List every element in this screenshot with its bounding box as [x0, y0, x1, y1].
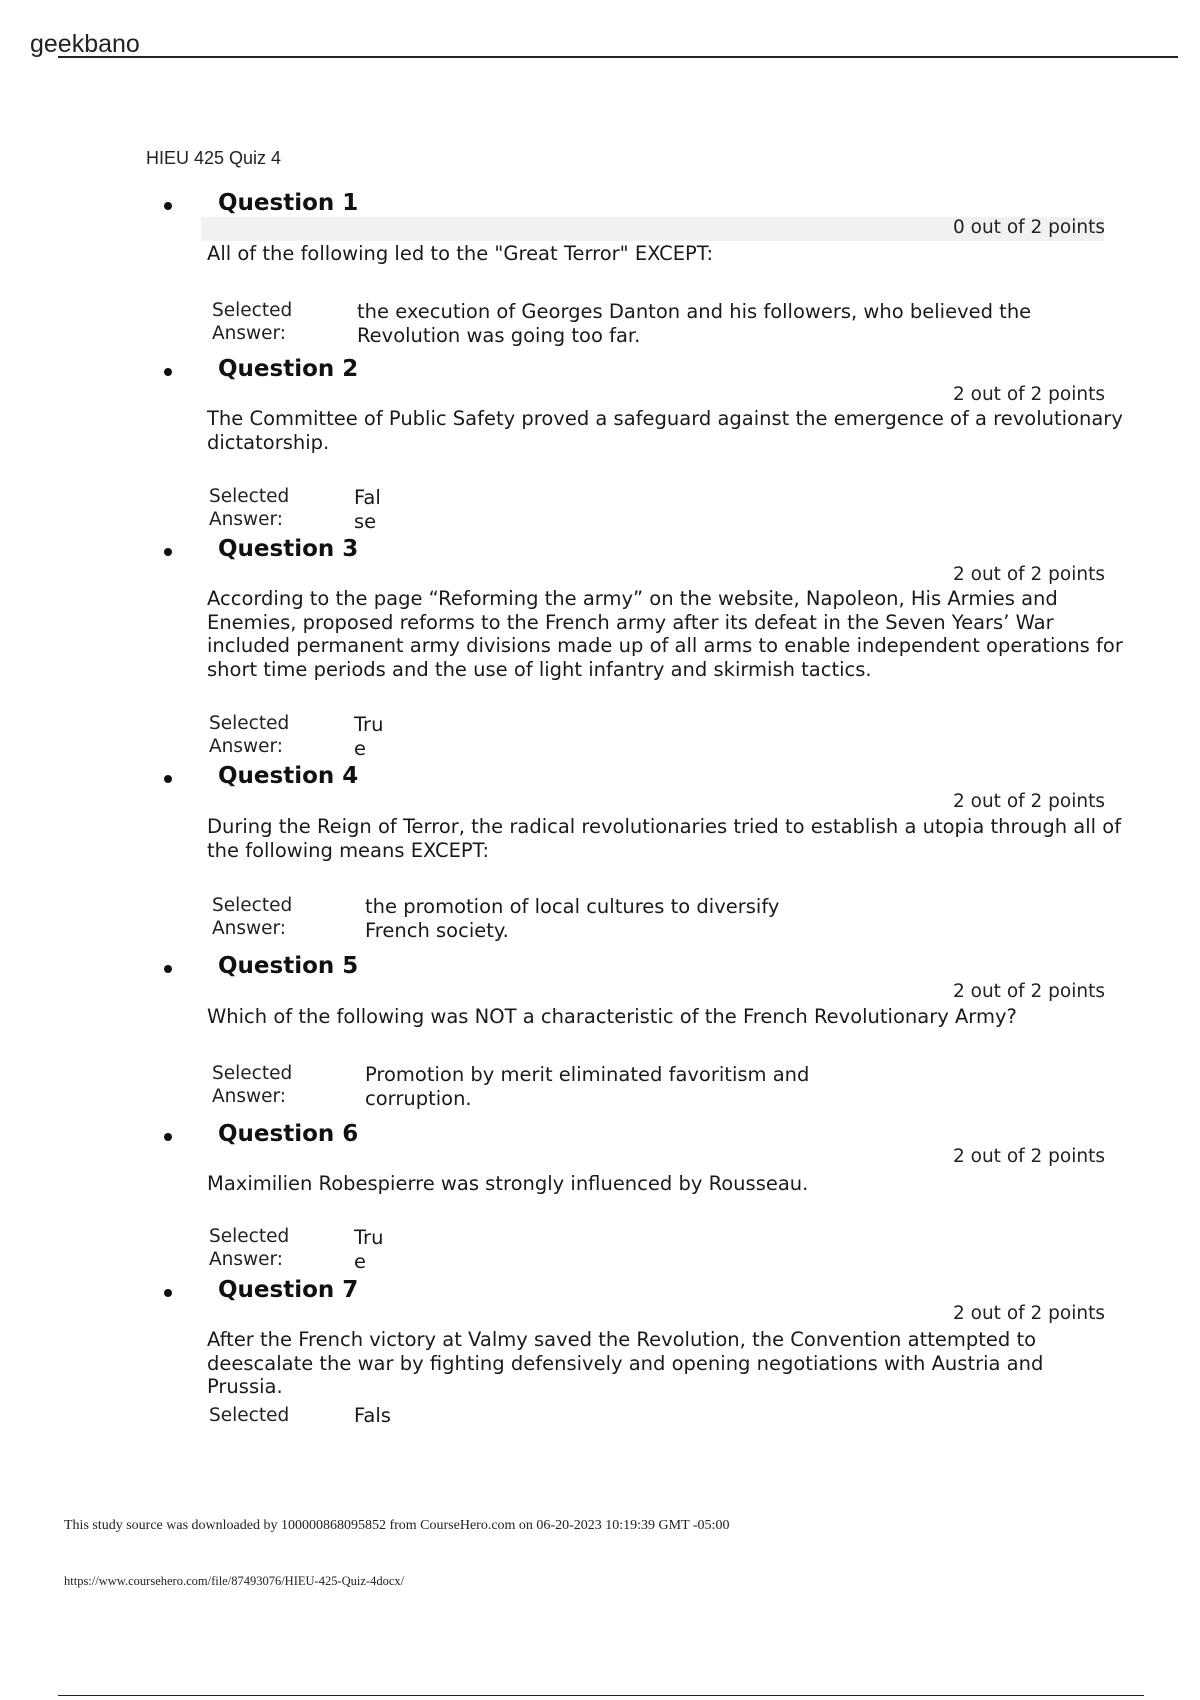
- selected-answer: the execution of Georges Danton and his followers, who believed the Revolution was going too far.: [357, 300, 1032, 347]
- bullet-icon: [164, 965, 172, 973]
- footer-divider: [58, 1695, 1144, 1696]
- answer-label: Selected: [209, 1405, 290, 1426]
- question-text: The Committee of Public Safety proved a safeguard against the emergence of a revolutionary dictatorship.: [207, 407, 1123, 454]
- question-text: After the French victory at Valmy saved the Revolution, the Convention attempted to deescalate the war by fighting defensively and opening negotiations with Austria and Prussia.: [207, 1328, 1044, 1398]
- question-heading: Question 3: [218, 536, 359, 562]
- selected-answer: Fals: [354, 1404, 391, 1427]
- quiz-title: HIEU 425 Quiz 4: [146, 148, 282, 168]
- footer-url: https://www.coursehero.com/file/87493076/HIEU-425-Quiz-4docx/: [64, 1574, 405, 1588]
- selected-answer: the promotion of local cultures to diversify French society.: [365, 895, 780, 942]
- bullet-icon: [164, 1289, 172, 1297]
- answer-label: Selected Answer:: [212, 300, 293, 344]
- selected-answer: Promotion by merit eliminated favoritism and corruption.: [365, 1063, 810, 1110]
- header-divider: [58, 56, 1178, 58]
- selected-answer: True: [354, 1226, 384, 1273]
- question-text: During the Reign of Terror, the radical revolutionaries tried to establish a utopia through all of the following means EXCEPT:: [207, 815, 1122, 862]
- bullet-icon: [164, 1133, 172, 1141]
- answer-label: Selected Answer:: [209, 1226, 290, 1270]
- question-text: Which of the following was NOT a characteristic of the French Revolutionary Army?: [207, 1005, 1017, 1028]
- question-points: 2 out of 2 points: [952, 791, 1105, 812]
- answer-label: Selected Answer:: [209, 486, 290, 530]
- answer-label: Selected Answer:: [209, 713, 290, 757]
- question-points: 0 out of 2 points: [952, 217, 1105, 238]
- answer-label: Selected Answer:: [212, 1063, 293, 1107]
- answer-label: Selected Answer:: [212, 895, 293, 939]
- selected-answer: False: [354, 486, 381, 533]
- question-points: 2 out of 2 points: [952, 1303, 1105, 1324]
- question-heading: Question 6: [218, 1121, 359, 1147]
- question-heading: Question 7: [218, 1277, 359, 1303]
- bullet-icon: [164, 202, 172, 210]
- question-points: 2 out of 2 points: [952, 1146, 1105, 1167]
- question-points: 2 out of 2 points: [952, 564, 1105, 585]
- selected-answer: True: [354, 713, 384, 760]
- question-heading: Question 1: [218, 190, 359, 216]
- footer-source-note: This study source was downloaded by 100000868095852 from CourseHero.com on 06-20-2023 10:19:39 GMT -05:00: [64, 1518, 730, 1533]
- question-points: 2 out of 2 points: [952, 981, 1105, 1002]
- question-heading: Question 5: [218, 953, 359, 979]
- question-heading: Question 4: [218, 763, 359, 789]
- bullet-icon: [164, 775, 172, 783]
- question-points: 2 out of 2 points: [952, 384, 1105, 405]
- question-heading: Question 2: [218, 356, 359, 382]
- bullet-icon: [164, 368, 172, 376]
- bullet-icon: [164, 548, 172, 556]
- header-username: geekbano: [30, 30, 140, 58]
- question-text: All of the following led to the "Great Terror" EXCEPT:: [207, 242, 714, 265]
- question-text: According to the page “Reforming the army” on the website, Napoleon, His Armies and Enemies, proposed reforms to the French army after its defeat in the Seven Years’ War included permanent army divisions made up of all arms to enable independent operations for short time periods and the use of light infantry and skirmish tactics.: [207, 587, 1123, 681]
- question-text: Maximilien Robespierre was strongly influenced by Rousseau.: [207, 1172, 809, 1195]
